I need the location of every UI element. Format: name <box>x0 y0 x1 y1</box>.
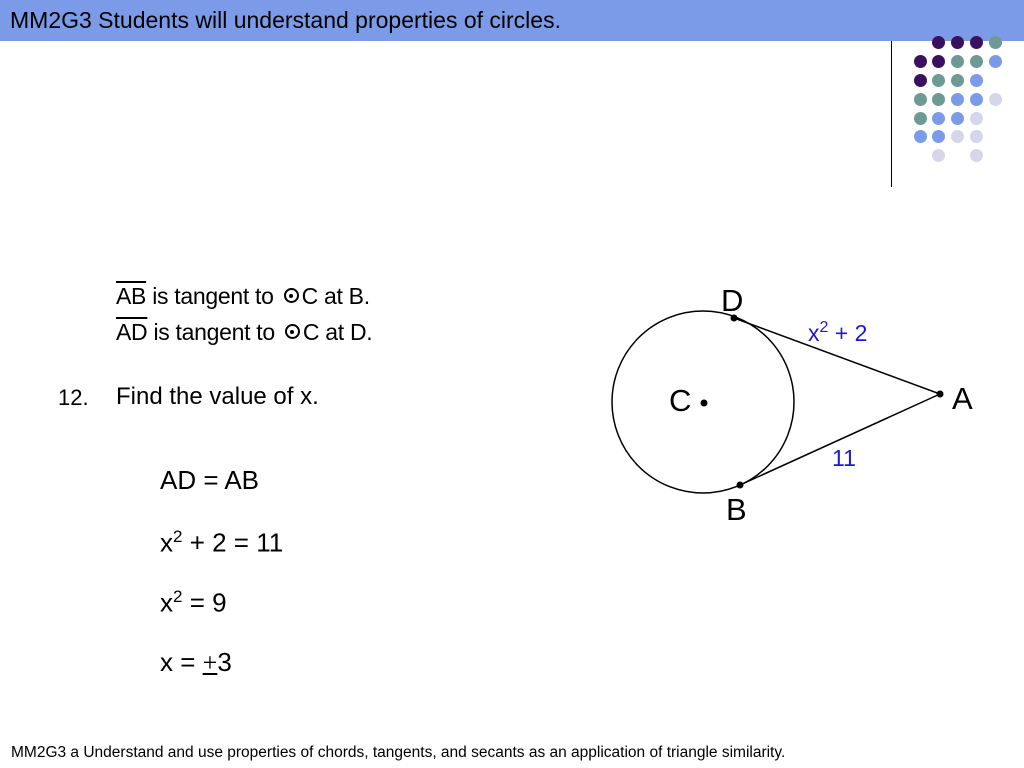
label-c: C <box>669 383 692 418</box>
given-text: is tangent to <box>153 319 275 345</box>
point-a <box>937 391 944 398</box>
equation-lhs: x = <box>160 647 203 677</box>
exponent: 2 <box>173 527 183 546</box>
circle-name: C <box>301 283 318 309</box>
length-ad <box>808 319 867 346</box>
label-d: D <box>721 283 744 318</box>
length-ab: 11 <box>832 445 856 471</box>
segment-ab: $\overline{AB}$ <box>116 283 147 309</box>
circle-name: C <box>302 319 320 345</box>
var-x: x <box>160 587 173 618</box>
equation-rest: + 2 = 11 <box>182 527 284 558</box>
question-text: Find the value of x. <box>116 383 319 410</box>
var-x: x <box>808 320 820 346</box>
label-b: B <box>726 492 747 527</box>
label-a: A <box>952 381 973 416</box>
equation-rest: = 9 <box>182 587 227 618</box>
exponent: 2 <box>173 587 183 606</box>
point-b <box>737 482 744 489</box>
equation-rhs: 3 <box>217 647 232 677</box>
segment-ad: $\overline{AD}$ <box>116 319 148 345</box>
slide-title: MM2G3 Students will understand properties of circles. <box>10 7 561 33</box>
var-x: x <box>160 527 173 558</box>
solution-step-1: AD = AB <box>160 465 259 495</box>
given-text-end: at D. <box>325 319 373 345</box>
point-c <box>701 400 708 407</box>
question-number: 12. <box>58 385 89 410</box>
footer-standard: MM2G3 a Understand and use properties of chords, tangents, and secants as an application of triangle similarity. <box>11 744 786 761</box>
tangent-ab <box>740 394 940 485</box>
given-text-end: at B. <box>324 283 370 309</box>
exponent: 2 <box>819 319 829 336</box>
given-text: is tangent to <box>152 283 274 309</box>
plus-minus-sign: + <box>202 648 218 677</box>
length-rest: + 2 <box>828 320 868 346</box>
